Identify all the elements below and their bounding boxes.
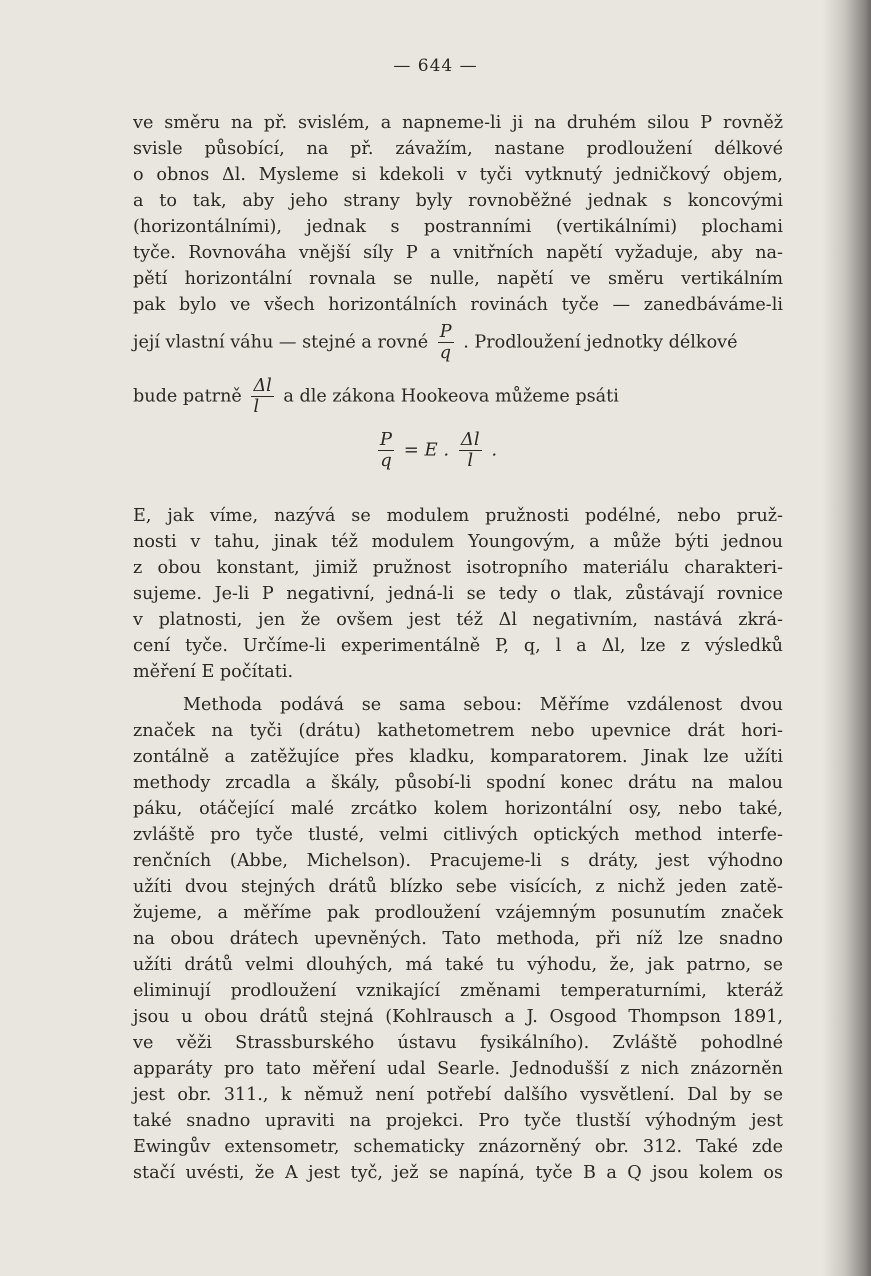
- fraction-denominator: q: [439, 343, 452, 363]
- text-line: renčních (Abbe, Michelson). Pracujeme-li s dráty, jest výhodno: [133, 851, 783, 871]
- equation-middle: = E .: [403, 439, 450, 461]
- text-line: užíti dvou stejných drátů blízko sebe visících, z nichž jeden zatě-: [133, 877, 783, 897]
- text-line: Methoda podává se sama sebou: Měříme vzdálenost dvou: [183, 695, 783, 715]
- text-fragment: její vlastní váhu — stejné a rovné: [133, 332, 429, 353]
- text-line: v platnosti, jen že ovšem jest též Δl negativním, nastává zkrá-: [133, 610, 783, 630]
- text-line: nosti v tahu, jinak též modulem Youngovým, a může býti jednou: [133, 532, 783, 552]
- text-line: methody zrcadla a škály, působí-li spodní konec drátu na malou: [133, 773, 783, 793]
- text-line: tyče. Rovnováha vnější síly P a vnitřních napětí vyžaduje, aby na-: [133, 243, 783, 263]
- equation-end: .: [491, 439, 498, 461]
- text-line: pětí horizontální rovnala se nulle, napětí ve směru vertikálním: [133, 269, 783, 289]
- fraction-denominator: l: [253, 397, 260, 417]
- page-number: — 644 —: [393, 56, 478, 76]
- fraction-rhs: [459, 430, 482, 471]
- text-line: zontálně a zatěžujíce přes kladku, komparatorem. Jinak lze užíti: [133, 747, 783, 767]
- text-line: zvláště pro tyče tlusté, velmi citlivých optických method interfe-: [133, 825, 783, 845]
- fraction-denominator: l: [467, 450, 474, 471]
- text-line: užíti drátů velmi dlouhých, má také tu výhodu, že, jak patrno, se: [133, 955, 783, 975]
- text-line: eliminují prodloužení vznikající změnami temperaturními, kteráž: [133, 981, 783, 1001]
- text-line: jest obr. 311., k němuž není potřebí dalšího vysvětlení. Dal by se: [133, 1085, 783, 1105]
- page-binding-shadow: [823, 0, 871, 1276]
- fraction-p-over-q: [438, 322, 454, 363]
- text-line: páku, otáčející malé zrcátko kolem horizontální osy, nebo také,: [133, 799, 783, 819]
- text-line: E, jak víme, nazývá se modulem pružnosti podélné, nebo pruž-: [133, 506, 783, 526]
- fraction-dl-over-l: [251, 376, 273, 417]
- fraction-lhs: [378, 430, 394, 471]
- text-line: ve směru na př. svislém, a napneme-li ji na druhém silou P rovněž: [133, 113, 783, 133]
- text-line: jsou u obou drátů stejná (Kohlrausch a J. Osgood Thompson 1891,: [133, 1007, 783, 1027]
- text-line: měření E počítati.: [133, 662, 294, 682]
- fraction-denominator: q: [380, 450, 392, 471]
- text-line: pak bylo ve všech horizontálních rovinách tyče — zanedbáváme-li: [133, 295, 783, 315]
- text-line: žujeme, a měříme pak prodloužení vzájemným posunutím značek: [133, 903, 783, 923]
- text-line: z obou konstant, jimiž pružnost isotropního materiálu charakteri-: [133, 558, 783, 578]
- fraction-numerator: P: [439, 322, 452, 342]
- text-line: značek na tyči (drátu) kathetometrem nebo upevnice drát hori-: [133, 721, 783, 741]
- text-line: také snadno upraviti na projekci. Pro tyče tlustší výhodným jest: [133, 1111, 783, 1131]
- text-line: a to tak, aby jeho strany byly rovnoběžné jednak s koncovými: [133, 191, 783, 211]
- text-line: ve věži Strassburského ústavu fysikálního). Zvláště pohodlné: [133, 1033, 783, 1053]
- text-line: apparáty pro tato měření udal Searle. Jednodušší z nich znázorněn: [133, 1059, 783, 1079]
- text-line: stačí uvésti, že A jest tyč, jež se napíná, tyče B a Q jsou kolem os: [133, 1163, 783, 1183]
- fraction-numerator: Δl: [460, 429, 480, 450]
- text-line-with-fraction: [133, 322, 783, 363]
- text-line: cení tyče. Určíme-li experimentálně P, q, l a Δl, lze z výsledků: [133, 636, 783, 656]
- fraction-numerator: Δl: [253, 376, 272, 396]
- text-fragment: a dle zákona Hookeova můžeme psáti: [283, 386, 619, 407]
- text-fragment: . Prodloužení jednotky délkové: [463, 332, 738, 353]
- text-line-with-fraction: [133, 376, 783, 417]
- text-line: svisle působící, na př. závažím, nastane prodloužení délkové: [133, 139, 783, 159]
- text-line: Ewingův extensometr, schematicky znázorněný obr. 312. Také zde: [133, 1137, 783, 1157]
- text-line: na obou drátech upevněných. Tato methoda, při níž lze snadno: [133, 929, 783, 949]
- hooke-equation: [0, 430, 871, 471]
- text-line: sujeme. Je-li P negativní, jedná-li se tedy o tlak, zůstávají rovnice: [133, 584, 783, 604]
- text-line: o obnos Δl. Mysleme si kdekoli v tyči vytknutý jedničkový objem,: [133, 165, 783, 185]
- text-line: (horizontálními), jednak s postranními (vertikálními) plochami: [133, 217, 783, 237]
- text-fragment: bude patrně: [133, 386, 242, 407]
- fraction-numerator: P: [379, 429, 393, 450]
